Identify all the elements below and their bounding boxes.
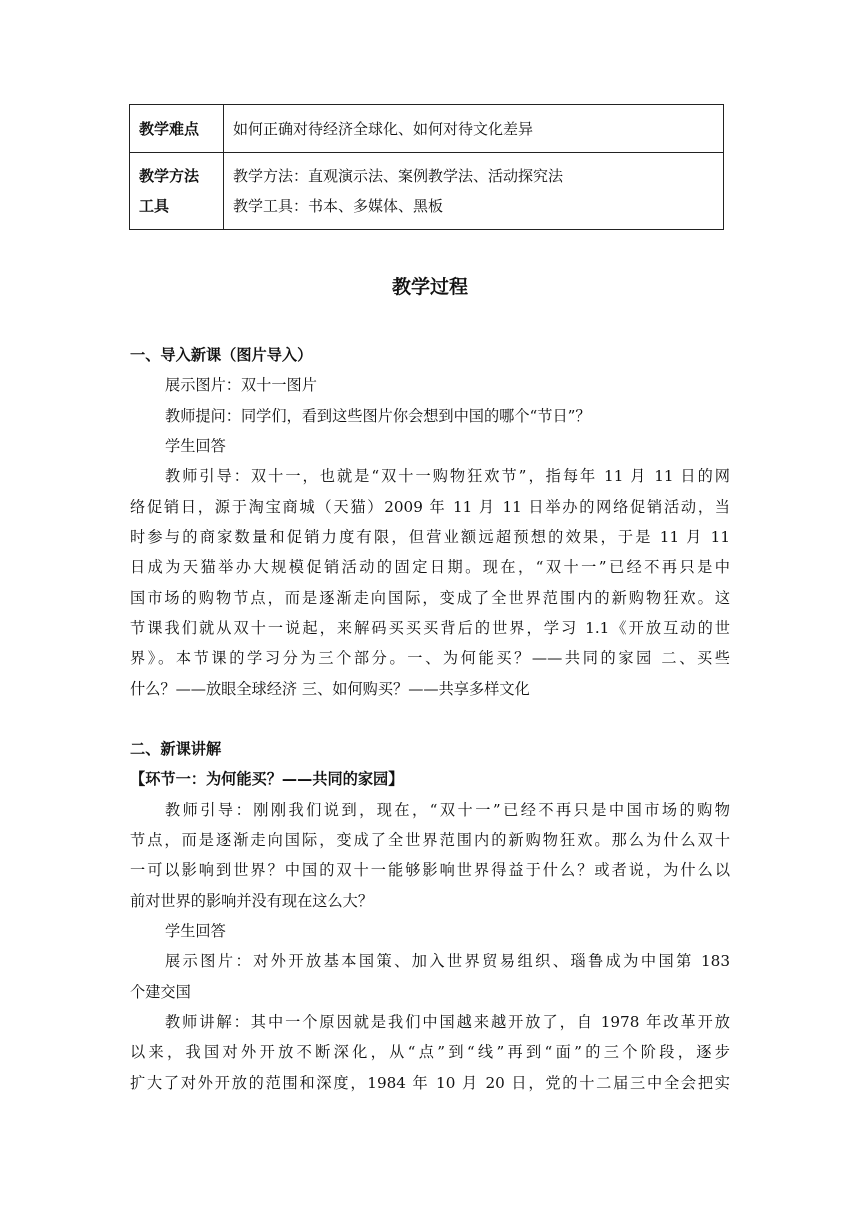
method-content-line1: 教学方法：直观演示法、案例教学法、活动探究法 xyxy=(233,167,564,185)
paragraph: 展示图片：双十一图片 xyxy=(165,376,317,394)
section2-heading: 二、新课讲解 xyxy=(130,740,222,758)
paragraph-line: 节点，而是逐渐走向国际，变成了全世界范围内的新购物狂欢。那么为什么双十 xyxy=(130,831,730,849)
method-content-line2: 教学工具：书本、多媒体、黑板 xyxy=(233,197,444,215)
paragraph-line: 展示图片：对外开放基本国策、加入世界贸易组织、瑙鲁成为中国第 183 xyxy=(165,952,730,970)
paragraph: 教师提问：同学们，看到这些图片你会想到中国的哪个“节日”？ xyxy=(165,407,591,425)
section1-heading: 一、导入新课（图片导入） xyxy=(130,346,313,364)
paragraph: 学生回答 xyxy=(165,922,226,940)
section2-subheading: 【环节一：为何能买？——共同的家园】 xyxy=(130,770,404,788)
paragraph-line: 节课我们就从双十一说起，来解码买买买背后的世界，学习 1.1《开放互动的世 xyxy=(130,619,730,637)
paragraph-line: 以来，我国对外开放不断深化，从“点”到“线”再到“面”的三个阶段，逐步 xyxy=(130,1043,730,1061)
difficulty-content: 如何正确对待经济全球化、如何对待文化差异 xyxy=(224,105,724,153)
method-label-line2: 工具 xyxy=(139,197,170,215)
paragraph-line: 络促销日，源于淘宝商城（天猫）2009 年 11 月 11 日举办的网络促销活动，当 xyxy=(130,498,730,516)
difficulty-label: 教学难点 xyxy=(130,105,224,153)
paragraph-line: 什么？——放眼全球经济 三、如何购买？——共享多样文化 xyxy=(130,680,530,698)
paragraph-line: 国市场的购物节点，而是逐渐走向国际，变成了全世界范围内的新购物狂欢。这 xyxy=(130,589,730,607)
table-row xyxy=(130,105,724,153)
paragraph-line: 一可以影响到世界？中国的双十一能够影响世界得益于什么？或者说，为什么以 xyxy=(130,861,730,879)
method-content xyxy=(224,153,724,230)
paragraph-line: 界》。本节课的学习分为三个部分。一、为何能买？——共同的家园 二、买些 xyxy=(130,649,730,667)
method-label-line1: 教学方法 xyxy=(139,167,200,185)
lesson-info-table xyxy=(129,104,724,230)
paragraph-line: 前对世界的影响并没有现在这么大？ xyxy=(130,892,373,910)
paragraph-line: 个建交国 xyxy=(130,983,191,1001)
paragraph-line: 教师引导：刚刚我们说到，现在，“双十一”已经不再只是中国市场的购物 xyxy=(165,801,730,819)
paragraph-line: 时参与的商家数量和促销力度有限，但营业额远超预想的效果，于是 11 月 11 xyxy=(130,528,730,546)
method-label xyxy=(130,153,224,230)
paragraph-line: 教师讲解：其中一个原因就是我们中国越来越开放了，自 1978 年改革开放 xyxy=(165,1013,730,1031)
paragraph: 学生回答 xyxy=(165,437,226,455)
paragraph-line: 教师引导：双十一，也就是“双十一购物狂欢节”，指每年 11 月 11 日的网 xyxy=(165,467,730,485)
paragraph-line: 日成为天猫举办大规模促销活动的固定日期。现在，“双十一”已经不再只是中 xyxy=(130,558,730,576)
table-row xyxy=(130,153,724,230)
section-title: 教学过程 xyxy=(391,276,468,298)
paragraph-line: 扩大了对外开放的范围和深度，1984 年 10 月 20 日，党的十二届三中全会把实 xyxy=(130,1074,730,1092)
